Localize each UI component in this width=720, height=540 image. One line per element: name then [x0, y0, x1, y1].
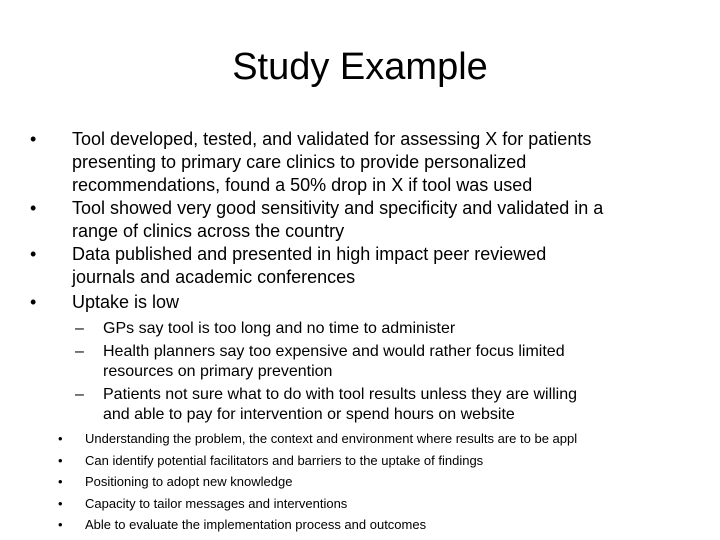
- bullet-icon: •: [30, 292, 37, 312]
- bullet-icon: •: [58, 431, 63, 446]
- slide-title: Study Example: [232, 46, 488, 88]
- dash-icon: –: [75, 343, 84, 360]
- finding-text: Positioning to adopt new knowledge: [85, 474, 293, 489]
- finding-item: [58, 471, 720, 492]
- bullet-text-line: presenting to primary care clinics to provide personalized: [72, 152, 527, 172]
- finding-item: [58, 493, 720, 514]
- bullet-icon: •: [58, 517, 63, 532]
- sub-point-text-line: and able to pay for intervention or spend hours on website: [103, 406, 515, 423]
- bullet-icon: •: [30, 244, 37, 264]
- sub-point-text-line: resources on primary prevention: [103, 363, 333, 380]
- dash-icon: –: [75, 386, 84, 403]
- finding-text: Understanding the problem, the context and environment where results are to be appl: [85, 431, 578, 446]
- bullet-text-line: Uptake is low: [72, 292, 180, 312]
- bullet-text-line: recommendations, found a 50% drop in X if tool was used: [72, 175, 533, 195]
- sub-point-text-line: GPs say tool is too long and no time to administer: [103, 320, 456, 337]
- bullet-text-line: Tool showed very good sensitivity and specificity and validated in a: [72, 198, 604, 218]
- dash-icon: –: [75, 320, 84, 337]
- finding-item: [58, 450, 720, 471]
- sub-point-text-line: Health planners say too expensive and would rather focus limited: [103, 343, 565, 360]
- bullet-text-line: Tool developed, tested, and validated for assessing X for patients: [72, 129, 592, 149]
- finding-text: Able to evaluate the implementation process and outcomes: [85, 517, 427, 532]
- bullet-point: [30, 128, 720, 197]
- sub-point: [75, 341, 720, 383]
- sub-point: [75, 318, 720, 339]
- bullet-point: [30, 291, 720, 314]
- bullet-icon: •: [58, 496, 63, 511]
- bullet-text-line: Data published and presented in high impact peer reviewed: [72, 244, 547, 264]
- bullet-point: [30, 197, 720, 243]
- finding-text: Capacity to tailor messages and interventions: [85, 496, 348, 511]
- finding-text: Can identify potential facilitators and barriers to the uptake of findings: [85, 453, 484, 468]
- bullet-icon: •: [58, 453, 63, 468]
- bullet-icon: •: [30, 198, 37, 218]
- bullet-icon: •: [58, 474, 63, 489]
- bullet-text-line: journals and academic conferences: [72, 267, 356, 287]
- finding-item: [58, 514, 720, 535]
- bullet-icon: •: [30, 129, 37, 149]
- sub-point: [75, 384, 720, 426]
- sub-point-text-line: Patients not sure what to do with tool results unless they are willing: [103, 386, 578, 403]
- finding-item: [58, 428, 720, 449]
- bullet-text-line: range of clinics across the country: [72, 221, 345, 241]
- bullet-point: [30, 243, 720, 289]
